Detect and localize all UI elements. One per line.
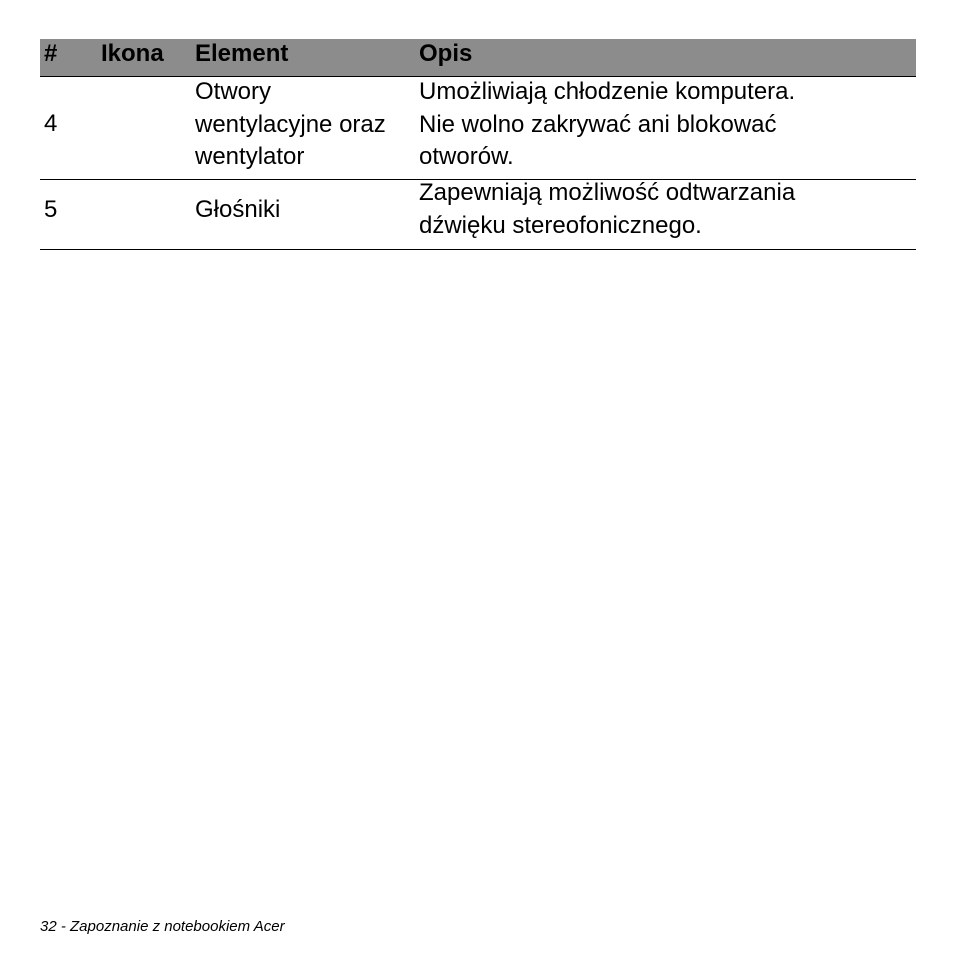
description-line: dźwięku stereofonicznego. (419, 211, 702, 239)
row-number: 4 (44, 110, 58, 137)
row-description (419, 76, 909, 174)
element-line: wentylacyjne oraz (195, 110, 386, 138)
components-table (40, 39, 916, 250)
table-row (40, 180, 916, 250)
row-element (195, 76, 410, 174)
description-line: Nie wolno zakrywać ani blokować (419, 110, 777, 138)
description-line: otworów. (419, 143, 514, 170)
header-icon: Ikona (101, 40, 164, 67)
description-line: Umożliwiają chłodzenie komputera. (419, 78, 796, 105)
table-header (40, 39, 916, 77)
header-element: Element (195, 40, 289, 67)
table-row (40, 77, 916, 180)
row-number: 5 (44, 196, 58, 223)
element-line: Otwory (195, 78, 272, 105)
row-description (419, 177, 909, 242)
description-line: Zapewniają możliwość odtwarzania (419, 179, 796, 206)
element-line: wentylator (195, 143, 305, 170)
element-line: Głośniki (195, 196, 281, 223)
header-number: # (44, 40, 58, 67)
header-description: Opis (419, 40, 473, 67)
row-element (195, 194, 410, 227)
page-footer: 32 - Zapoznanie z notebookiem Acer (40, 918, 285, 935)
